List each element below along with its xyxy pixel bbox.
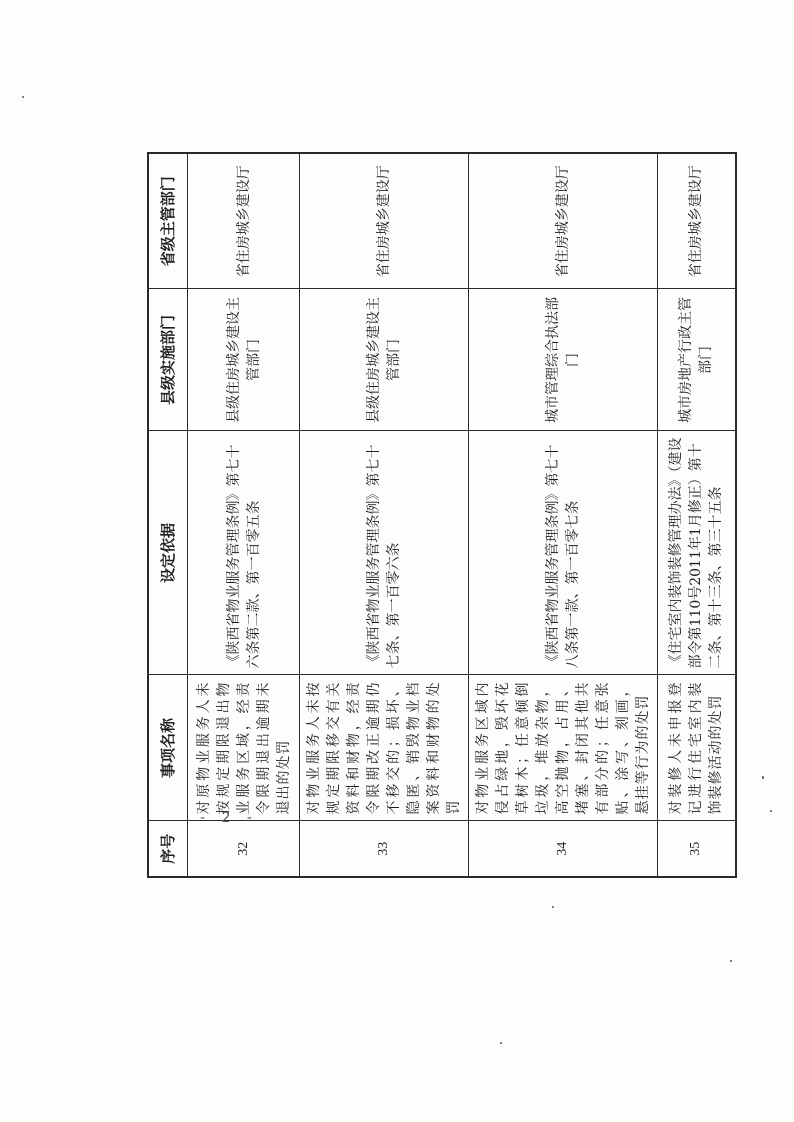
row-county-dept: 城市管理综合执法部门 xyxy=(469,289,658,431)
header-county-dept: 县级实施部门 xyxy=(148,289,188,431)
table-row xyxy=(469,153,658,877)
table-row xyxy=(300,153,469,877)
row-basis: 《陕西省物业服务管理条例》第七十七条、第一百零六条 xyxy=(300,431,469,675)
row-seq: 34 xyxy=(469,821,658,877)
row-province-dept: 省住房城乡建设厅 xyxy=(658,153,736,289)
table-row xyxy=(188,153,300,877)
scan-speck xyxy=(500,1042,502,1044)
row-basis: 《住宅室内装饰装修管理办法》（建设部令第110号2011年1月修正）第十二条、第十三条、第三十五条 xyxy=(658,431,736,675)
header-seq: 序号 xyxy=(148,821,188,877)
row-province-dept: 省住房城乡建设厅 xyxy=(188,153,300,289)
row-seq: 33 xyxy=(300,821,469,877)
header-province-dept: 省级主管部门 xyxy=(148,153,188,289)
row-seq: 32 xyxy=(188,821,300,877)
row-item-name: 对装修人未申报登记进行住宅室内装饰装修活动的处罚 xyxy=(658,675,736,821)
scan-speck xyxy=(730,960,732,962)
items-table xyxy=(147,152,737,878)
rotated-table-sheet xyxy=(147,154,725,878)
row-basis: 《陕西省物业服务管理条例》第七十八条第一款、第一百零七条 xyxy=(469,431,658,675)
header-name: 事项名称 xyxy=(148,675,188,821)
scan-speck xyxy=(762,776,764,779)
row-item-name: 对物业服务人未按规定期限移交有关资料和财物，经责令限期改正逾期仍不移交的；损坏、隐匿、销毁物业档案资料和财物的处罚 xyxy=(300,675,469,821)
page-number: - 2 - xyxy=(200,810,258,826)
row-basis: 《陕西省物业服务管理条例》第七十六条第二款、第一百零五条 xyxy=(188,431,300,675)
header-basis: 设定依据 xyxy=(148,431,188,675)
scan-speck xyxy=(552,906,554,908)
row-seq: 35 xyxy=(658,821,736,877)
scan-speck xyxy=(22,96,24,98)
row-county-dept: 县级住房城乡建设主管部门 xyxy=(188,289,300,431)
scan-speck xyxy=(770,810,772,812)
row-item-name: 对原物业服务人未按规定期限退出物业服务区域，经责令限期退出逾期未退出的处罚 xyxy=(188,675,300,821)
row-province-dept: 省住房城乡建设厅 xyxy=(300,153,469,289)
table-header-row xyxy=(148,153,188,877)
row-county-dept: 县级住房城乡建设主管部门 xyxy=(300,289,469,431)
table-row xyxy=(658,153,736,877)
row-item-name: 对物业服务区域内侵占绿地，毁坏花草树木；任意倾倒垃圾，堆放杂物，高空抛物，占用、堵塞、封闭其他共有部分的；任意张贴、涂写、刻画，悬挂等行为的处罚 xyxy=(469,675,658,821)
row-province-dept: 省住房城乡建设厅 xyxy=(469,153,658,289)
row-county-dept: 城市房地产行政主管部门 xyxy=(658,289,736,431)
